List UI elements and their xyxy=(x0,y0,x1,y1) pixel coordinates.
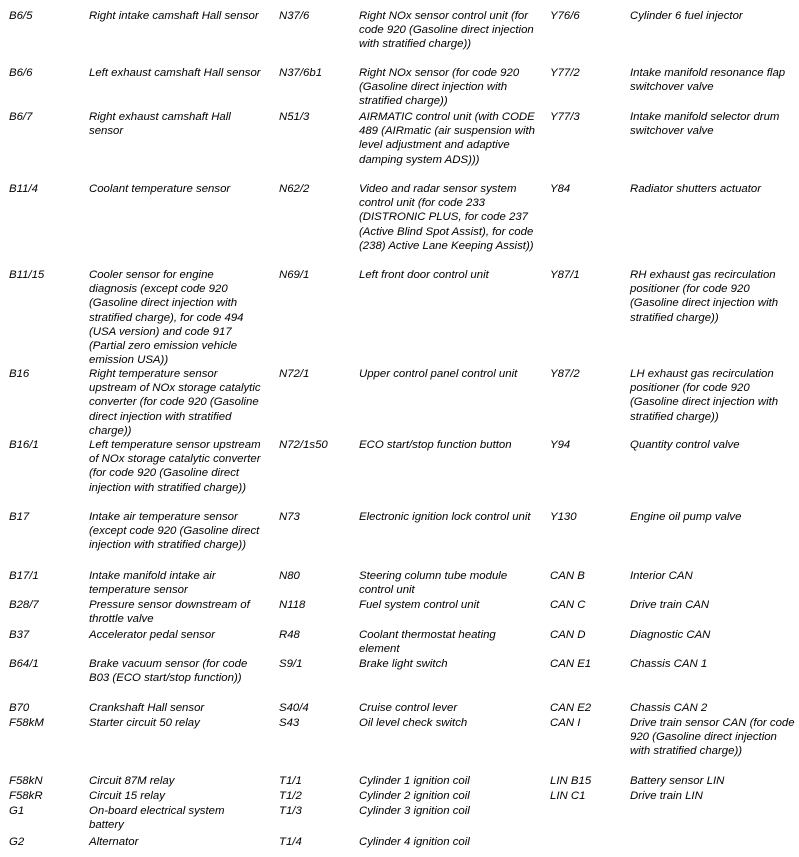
component-code: Y87/2 xyxy=(550,368,580,380)
component-description: AIRMATIC control unit (with CODE 489 (AIRmatic (air suspension with level adjustment and adaptive damping system ADS))) xyxy=(359,111,535,166)
component-description: Right exhaust camshaft Hall sensor xyxy=(89,111,231,138)
component-description: Right temperature sensor upstream of NOx storage catalytic converter (for code 920 (Gasoline direct injection with stratified charge)) xyxy=(89,368,261,437)
component-code: S40/4 xyxy=(279,702,309,714)
component-code: Y94 xyxy=(550,439,571,451)
component-description: Upper control panel control unit xyxy=(359,368,518,380)
component-code: Y130 xyxy=(550,511,577,523)
component-description: Fuel system control unit xyxy=(359,599,480,611)
component-description: Coolant temperature sensor xyxy=(89,183,231,195)
component-code: F58kN xyxy=(9,775,43,787)
component-description: Right intake camshaft Hall sensor xyxy=(89,10,259,22)
component-description: Brake light switch xyxy=(359,658,448,670)
component-code: B6/5 xyxy=(9,10,33,22)
component-code: N73 xyxy=(279,511,300,523)
component-code: B6/6 xyxy=(9,67,33,79)
component-code: F58kR xyxy=(9,790,43,802)
component-description: Battery sensor LIN xyxy=(630,775,725,787)
component-code: N80 xyxy=(279,570,300,582)
component-description: Interior CAN xyxy=(630,570,693,582)
component-code: CAN D xyxy=(550,629,586,641)
component-code: B16 xyxy=(9,368,30,380)
component-description: Cylinder 2 ignition coil xyxy=(359,790,470,802)
component-description: Drive train sensor CAN (for code 920 (Gasoline direct injection with stratified charge)) xyxy=(630,717,795,758)
component-description: On-board electrical system battery xyxy=(89,805,225,832)
component-code: Y84 xyxy=(550,183,571,195)
component-code: T1/4 xyxy=(279,836,302,848)
component-code: B16/1 xyxy=(9,439,39,451)
component-description: Accelerator pedal sensor xyxy=(89,629,215,641)
component-description: Chassis CAN 1 xyxy=(630,658,708,670)
component-description: Video and radar sensor system control unit (for code 233 (DISTRONIC PLUS, for code 237 (Active Blind Spot Assist), for code (238) Active Lane Keeping Assist)) xyxy=(359,183,534,252)
component-description: Oil level check switch xyxy=(359,717,468,729)
component-description: Radiator shutters actuator xyxy=(630,183,762,195)
component-description: Right NOx sensor (for code 920 (Gasoline direct injection with stratified charge)) xyxy=(359,67,520,108)
component-description: Cylinder 6 fuel injector xyxy=(630,10,743,22)
component-description: Intake manifold intake air temperature sensor xyxy=(89,570,216,597)
component-description: Intake manifold resonance flap switchover valve xyxy=(630,67,786,94)
component-code: N118 xyxy=(279,599,306,611)
component-description: Alternator xyxy=(89,836,139,848)
component-description: Diagnostic CAN xyxy=(630,629,711,641)
component-code: B17 xyxy=(9,511,30,523)
component-description: Chassis CAN 2 xyxy=(630,702,708,714)
component-description: Left front door control unit xyxy=(359,269,489,281)
component-code: CAN I xyxy=(550,717,581,729)
component-code: G2 xyxy=(9,836,25,848)
component-code: N37/6b1 xyxy=(279,67,323,79)
component-description: Intake manifold selector drum switchover valve xyxy=(630,111,780,138)
component-description: RH exhaust gas recirculation positioner (for code 920 (Gasoline direct injection with stratified charge)) xyxy=(630,269,779,324)
component-description: Crankshaft Hall sensor xyxy=(89,702,205,714)
component-description: Circuit 87M relay xyxy=(89,775,175,787)
component-code: N37/6 xyxy=(279,10,310,22)
component-description: Right NOx sensor control unit (for code 920 (Gasoline direct injection with stratified charge)) xyxy=(359,10,534,51)
component-description: Cooler sensor for engine diagnosis (except code 920 (Gasoline direct injection with stratified charge), for code 494 (USA version) and code 917 (Partial zero emission vehicle emission USA)) xyxy=(89,269,244,367)
component-description: Cruise control lever xyxy=(359,702,458,714)
component-code: B70 xyxy=(9,702,30,714)
component-code: LIN B15 xyxy=(550,775,592,787)
component-description: Drive train CAN xyxy=(630,599,710,611)
component-description: Engine oil pump valve xyxy=(630,511,742,523)
component-description: LH exhaust gas recirculation positioner (for code 920 (Gasoline direct injection with stratified charge)) xyxy=(630,368,779,423)
component-code: Y77/3 xyxy=(550,111,580,123)
component-code: CAN E2 xyxy=(550,702,592,714)
component-description: Steering column tube module control unit xyxy=(359,570,508,597)
component-code: CAN B xyxy=(550,570,585,582)
component-description: Intake air temperature sensor (except code 920 (Gasoline direct injection with stratified charge)) xyxy=(89,511,260,552)
component-code: N72/1 xyxy=(279,368,310,380)
component-code: B11/4 xyxy=(9,183,38,195)
component-description: Quantity control valve xyxy=(630,439,740,451)
component-code: Y87/1 xyxy=(550,269,580,281)
component-code: T1/2 xyxy=(279,790,302,802)
component-description: Left exhaust camshaft Hall sensor xyxy=(89,67,261,79)
component-code: B37 xyxy=(9,629,30,641)
component-code: R48 xyxy=(279,629,300,641)
component-description: Starter circuit 50 relay xyxy=(89,717,200,729)
component-code: S9/1 xyxy=(279,658,303,670)
component-code: Y76/6 xyxy=(550,10,580,22)
component-code: CAN E1 xyxy=(550,658,592,670)
component-code: B28/7 xyxy=(9,599,39,611)
component-code: T1/1 xyxy=(279,775,302,787)
component-code: B11/15 xyxy=(9,269,45,281)
component-code: B6/7 xyxy=(9,111,33,123)
component-description: Cylinder 4 ignition coil xyxy=(359,836,470,848)
component-code: Y77/2 xyxy=(550,67,580,79)
component-code: LIN C1 xyxy=(550,790,586,802)
component-code: T1/3 xyxy=(279,805,302,817)
component-description: Cylinder 3 ignition coil xyxy=(359,805,470,817)
component-description: Drive train LIN xyxy=(630,790,703,802)
component-description: Cylinder 1 ignition coil xyxy=(359,775,470,787)
component-code: G1 xyxy=(9,805,25,817)
component-code: B64/1 xyxy=(9,658,39,670)
component-description: Circuit 15 relay xyxy=(89,790,165,802)
component-code: N69/1 xyxy=(279,269,310,281)
component-code: CAN C xyxy=(550,599,586,611)
component-description: Electronic ignition lock control unit xyxy=(359,511,531,523)
component-description: Coolant thermostat heating element xyxy=(359,629,496,656)
component-code: N72/1s50 xyxy=(279,439,328,451)
component-code: N62/2 xyxy=(279,183,310,195)
component-code: F58kM xyxy=(9,717,44,729)
component-code: B17/1 xyxy=(9,570,39,582)
component-description: Pressure sensor downstream of throttle valve xyxy=(89,599,250,626)
component-description: Brake vacuum sensor (for code B03 (ECO start/stop function)) xyxy=(89,658,248,685)
component-description: ECO start/stop function button xyxy=(359,439,512,451)
component-code: N51/3 xyxy=(279,111,310,123)
component-description: Left temperature sensor upstream of NOx storage catalytic converter (for code 920 (Gasoline direct injection with stratified charge)) xyxy=(89,439,261,494)
component-code: S43 xyxy=(279,717,300,729)
